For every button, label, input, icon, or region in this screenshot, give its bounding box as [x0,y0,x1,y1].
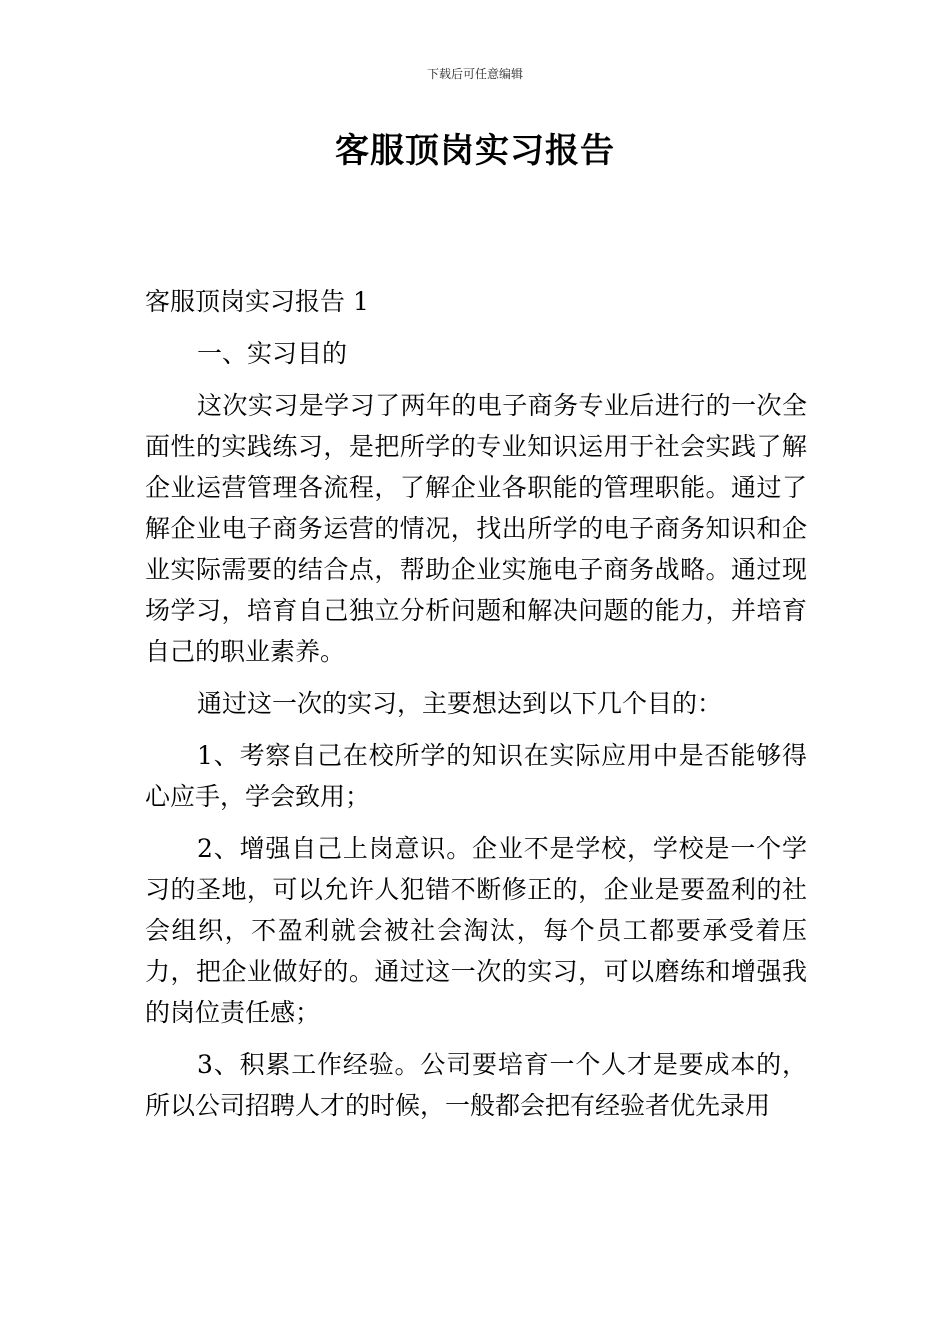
paragraph-goal-1: 1、考察自己在校所学的知识在实际应用中是否能够得心应手，学会致用； [145,741,807,811]
document-title: 客服顶岗实习报告 [335,131,615,171]
header-note: 下载后可任意编辑 [426,67,523,81]
paragraph-intro: 这次实习是学习了两年的电子商务专业后进行的一次全面性的实践练习，是把所学的专业知识运用于社会实践了解企业运营管理各流程，了解企业各职能的管理职能。通过了解企业电子商务运营的情况，找出所学的电子商务知识和企业实际需要的结合点，帮助企业实施电子商务战略。通过现场学习，培育自己独立分析问题和解决问题的能力，并培育自己的职业素养。 [145,391,807,666]
paragraph-goal-3: 3、积累工作经验。公司要培育一个人才是要成本的，所以公司招聘人才的时候，一般都会把有经验者优先录用 [145,1050,807,1120]
paragraph-goals-lead: 通过这一次的实习，主要想达到以下几个目的： [197,689,723,718]
heading-internship-purpose: 一、实习目的 [197,339,348,368]
paragraph-goal-2: 2、增强自己上岗意识。企业不是学校，学校是一个学习的圣地，可以允许人犯错不断修正的，企业是要盈利的社会组织，不盈利就会被社会淘汰，每个员工都要承受着压力，把企业做好的。通过这一次的实习，可以磨练和增强我的岗位责任感； [145,834,807,1027]
document-body [145,281,807,1137]
section-title: 客服顶岗实习报告 1 [145,287,369,316]
